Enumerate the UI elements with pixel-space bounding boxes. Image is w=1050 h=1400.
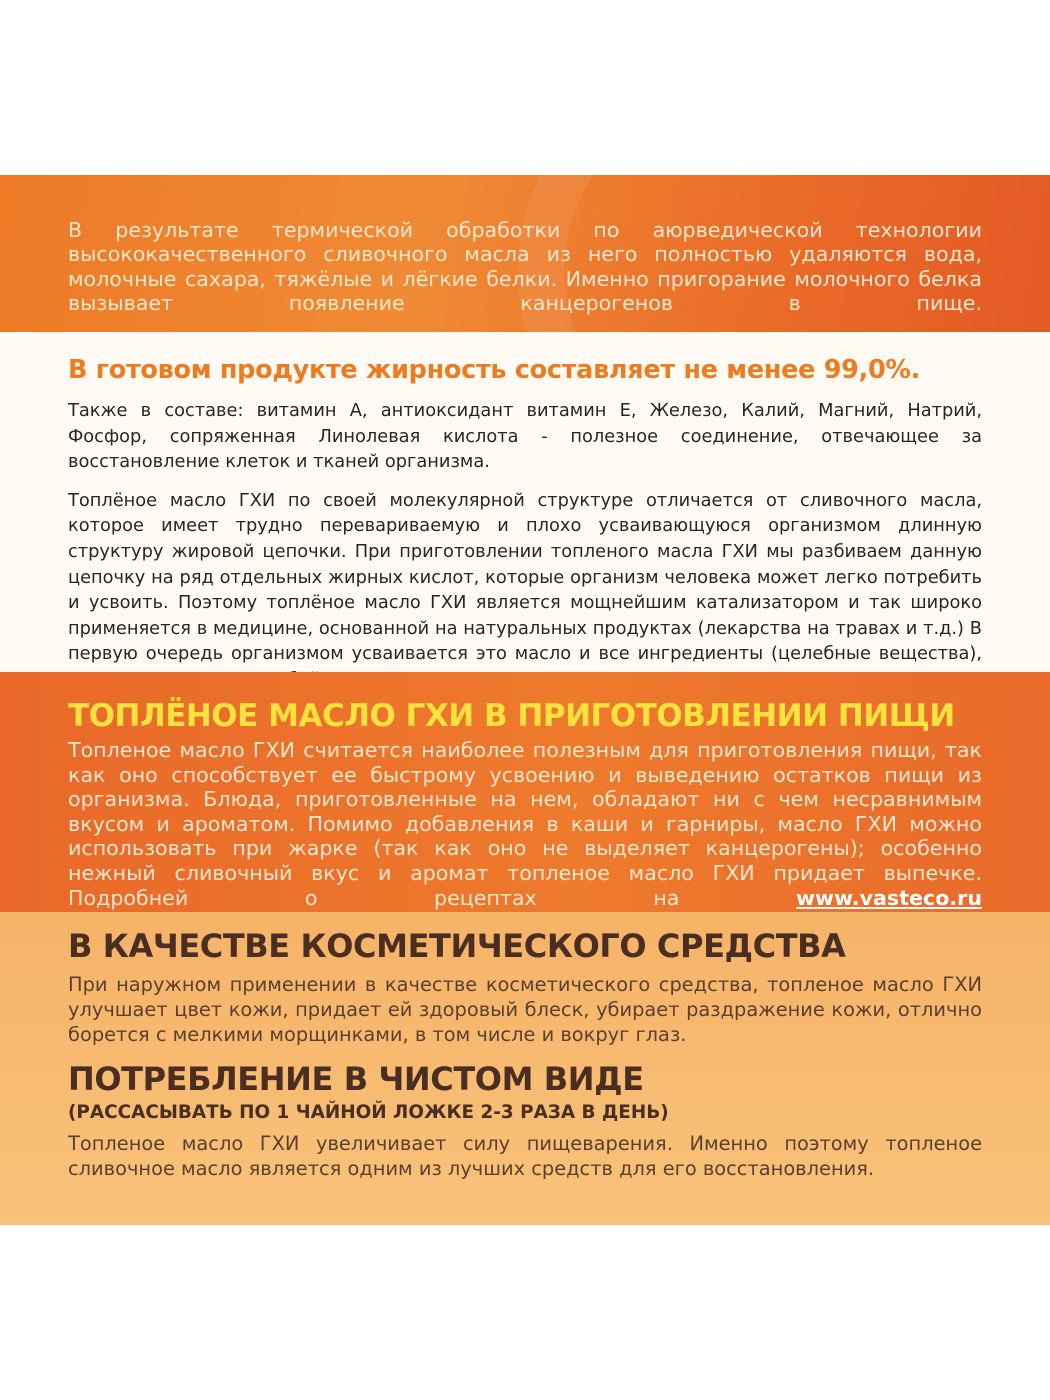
pure-text: Топленое масло ГХИ увеличивает силу пищеварения. Именно поэтому топленое сливочное масло является одним из лучших средств для его восстановления. xyxy=(68,1132,982,1180)
fat-content-section xyxy=(0,332,1050,672)
pure-heading: ПОТРЕБЛЕНИЕ В ЧИСТОМ ВИДЕ xyxy=(68,1060,644,1098)
structure-text: Топлёное масло ГХИ по своей молекулярной структуре отличается от сливочного масла, которое имеет трудно перевариваемую и плохо усваивающуюся организмом длинную структуру жировой цепочки. При приготовлении топленого масла ГХИ мы разбиваем данную цепочку на ряд отдельных жирных кислот, которые организм человека может легко потребить и усвоить. Поэтому топлёное масло ГХИ является мощнейшим катализатором и так широко применяется в медицине, основанной на натуральных продуктах (лекарства на травах и т.д.) В первую очередь организмом усваивается это масло и все ингредиенты (целебные вещества), xyxy=(68,489,982,665)
cooking-heading: ТОПЛЁНОЕ МАСЛО ГХИ В ПРИГОТОВЛЕНИИ ПИЩИ xyxy=(68,698,955,734)
fat-heading: В готовом продукте жирность составляет не менее 99,0%. xyxy=(68,355,921,385)
intro-band xyxy=(0,175,1050,332)
cooking-text xyxy=(68,738,982,910)
intro-text: В результате термической обработки по аюрведической технологии высококачественного сливочного масла из него полностью удаляются вода, молочные сахара, тяжёлые и лёгкие белки. Именно пригорание молочного белка вызывает появление канцерогенов в пище. xyxy=(68,218,982,316)
usage-section xyxy=(0,912,1050,1225)
cooking-body: Топленое масло ГХИ считается наиболее полезным для приготовления пищи, так как оно способствует ее быстрому усвоению и выведению остатков пищи из организма. Блюда, приготовленные на нем, обладают ни с чем несравнимым вкусом и ароматом. Помимо добавления в каши и гарниры, масло ГХИ можно использовать при жарке (так как оно не выделяет канцерогены); особенно нежный сливочный вкус и аромат топленое масло ГХИ придает выпечке. Подробней о рецептах на xyxy=(68,738,982,910)
composition-text: Также в составе: витамин А, антиоксидант витамин Е, Железо, Калий, Магний, Натрий, Фосфор, сопряженная Линолевая кислота - полезное соединение, отвечающее за восстановление клеток и тканей организма. xyxy=(68,400,982,473)
pure-subheading: (РАССАСЫВАТЬ ПО 1 ЧАЙНОЙ ЛОЖКЕ 2-3 РАЗА В ДЕНЬ) xyxy=(68,1102,669,1123)
cooking-section xyxy=(0,672,1050,912)
cosmetic-heading: В КАЧЕСТВЕ КОСМЕТИЧЕСКОГО СРЕДСТВА xyxy=(68,927,846,965)
cosmetic-text: При наружном применении в качестве косметического средства, топленое масло ГХИ улучшает цвет кожи, придает ей здоровый блеск, убирает раздражение кожи, отлично борется с мелкими морщинками, в том числе и вокруг глаз. xyxy=(68,973,982,1046)
website-link[interactable]: www.vasteco.ru xyxy=(796,885,982,910)
